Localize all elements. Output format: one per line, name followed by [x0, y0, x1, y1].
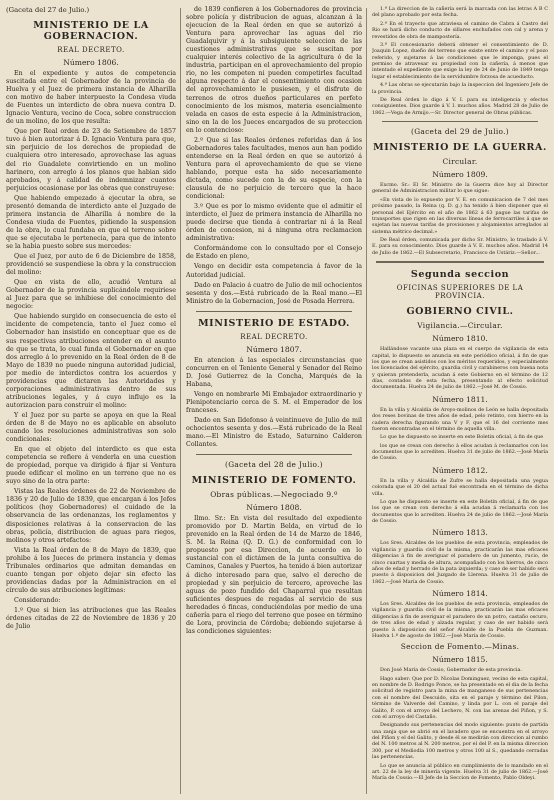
paragraph: Vistas las Reales órdenes de 22 de Noviembre de 1836 y 20 de Julio de 1839, que encargan á los Jefes políticos (hoy Gobernadores) el cuidado de la observancia de las ordenanzas, los reglamentos y disposiciones relativas á la conservacion de las obras, policía, distribucion de aguas para riegos, molinos y otros artefactos: [6, 488, 176, 544]
paragraph: los que se crean con derecho á ellos acudan á reclamarlos con los documentos que lo acrediten. Huelva 31 de julio de 1862.—José María de Cossio. [372, 442, 548, 462]
subheading: Vigilancia.—Circular. [417, 321, 503, 331]
column-rule [366, 8, 367, 794]
paragraph: De Real órden, comunicada por dicho Sr. Ministro, lo traslado á V. E. para su conocimiento. Dios guarde á V. E. muchos años. Madrid 14 de Julio de 1862.—El Subsecretario, Francisco de Ustáriz.—Señor... [372, 237, 548, 256]
paragraph: de 1839 confieren á los Gobernadores de provincia sobre policía y distribucion de aguas, alcanzan á la ejecucion de la Real órden en que se autorizó á Ventura para aprovechar las aguas del rio Guadalquivir y á la subsiguiente seleccion de las cuestiones administrativas que se suscitan por cualquier interés colectivo de la agricultura ó de la industria, participan en el aprovechamiento del propio rio, no les competen ni pueden competirles facultad alguna respecto á dar el consentimiento con ocasion del aprovechamiento le pusiesen, y el disfrute de terrenos de otros dueños particulares en perfeto conocimiento de los mismos, materia esencialmente velada en casos de esta especie á la Administracion, sino en la de los Jueces encargados de su proteccion en lo contencioso: [186, 6, 362, 134]
column-2 [186, 6, 362, 796]
section-subheading: OFICINAS SUPERIORES DE LA PROVINCIA. [396, 284, 524, 301]
decree-number: Número 1807. [246, 344, 302, 354]
divider [196, 311, 352, 312]
section-heading: Seccion de Fomento.—Minas. [400, 642, 520, 652]
paragraph: En la villa y Alcaldía de Zufre se halla depositada una yegua colorada que el 20 del actual fué encontrada en el término de dicha villa. [372, 477, 548, 497]
government-heading: GOBIERNO CIVIL. [406, 306, 514, 318]
ministry-heading: MINISTERIO DE LA GUERRA. [373, 142, 547, 153]
text-block [186, 357, 362, 450]
ministry-heading: MINISTERIO DE ESTADO. [198, 317, 350, 329]
decree-number: Número 1809. [432, 170, 488, 179]
paragraph: Excmo. Sr.: El Sr. Ministro de la Guerra dice hoy al Director general de Administracion militar lo que sigue: [372, 182, 548, 195]
decree-number: Número 1811. [432, 394, 488, 404]
paragraph: Vengo en decidir esta competencia á favor de la Autoridad judicial. [186, 263, 362, 279]
decree-heading: REAL DECRETO. [57, 46, 125, 54]
paragraph: 3.º Que es por lo mismo evidente que el admitir el interdicto, el Juez de primera instancia de Alharilla no puede decirse que tienda á contrariar ni á la Real órden de concesion, ni á ninguna otra reclamacion administrativa: [186, 203, 362, 243]
paragraph: «En vista de lo expuesto por V. E. en comunicacion de 7 del mes próximo pasado, la Reina (q. D. g.) ha tenido á bien disponer que el personal del Ejército en el año de 1862 á 63 pague las tarifas de transportes que rigen en las diversas líneas de ferrocarriles á que se sujetan las nuevas tarifas de provisiones y alojamientos arreglados al sistema métrico decimal.» [372, 196, 548, 235]
decree-number: Número 1814. [432, 589, 488, 598]
column-rule [180, 8, 181, 794]
ministry-heading: MINISTERIO DE LA GOBERNACION. [33, 20, 149, 42]
paragraph: En que el objeto del interdicto es que esta competencia se refiere á venderla en una cuestion de propiedad, porque va dirigido á fijar si Ventura puede edificar el molino en un terreno que no es suyo sino de la otra parte: [6, 446, 176, 486]
paragraph: Que habiendo empezado á ejecutar la obra, se presentó demanda de interdicto ante el Juzgado de primera instancia de Alharilla á nombre de la Condesa viuda de Fuentes, pidiendo la suspension de la obra, lo cual fundaba en que el terreno sobre que se ejecutaba le pertenecia, para que de intento se la habia puesto sobre sus mercedes: [6, 194, 176, 250]
paragraph: 4.ª Las obras se ejecutarán bajo la inspeccion del Ingeniero Jefe de la provincia. [372, 82, 548, 95]
paragraph: En la villa y Alcaldía de Aroyo-molinos de León se halla depositada dos reses bovinas de tres años de edad, pelo retinto, con hierro en la cadera derecha figurando una V y F, que el 16 del corriente mes fueron encontradas en el término de aquella villa. [372, 406, 548, 432]
paragraph: Que habiendo surgido en consecuencia de esto el incidente de competencia, tanto el Juez como el Gobernador han insistido en conceptuar que es de sus respectivas atribuciones entender en el asunto de que se trata, lo cual funda el Gobernador en que dos arreglo á lo prevenido en la Real órden de 8 de Mayo de 1839 no puede ninguna autoridad judicial, por medio de interdictos contra los acuerdos y providencias que dictaren las Autoridades y corporaciones administrativas dentro de sus atribuciones legales, y á cuyo influjo es la autorizacion para construir el molino: [6, 313, 176, 409]
decree-number: Número 1810. [432, 334, 488, 344]
paragraph: Los Sres. Alcaldes de los pueblos de esta provincia, empleados de vigilancia y guardia civil de la misma, practicarán las mas eficaces diligencias á fin de averiguar el paradero de un jumento, rucio, de cinco cuartas y media de altura, acompañado con los hierros, de cinco años de edad y herrado de la pata izquierda; y caso de ser habido será puesto á disposicion del Juzgado de Llerena. Huelva 31 de julio de 1862.—José María de Cossio. [372, 540, 548, 585]
divider [196, 454, 352, 455]
paragraph: Hago saber: Que por D. Nicolas Dominguez, vecino de esta capital, en nombre de D. Rodrigo Ponce, se ha presentado en el dia de la fecha solicitud de registro para la mina de manganeso de sus pertenencias con el nombre del Descuido, sita en el paraje y término del Pilon, término de Valverde del Camino, y linda por L. con el paraje del Galito, P. con el arroyo del Lechero, N. con las arenas del Piñon, y S. con el arroyo del Castaño. [372, 675, 548, 720]
subheading: Circular. [442, 157, 478, 166]
paragraph: Designando sus pertenencias del modo siguiente: punto de partida una zanja que se abrió en el lavadero que se encuentra en el arroyo del Piñon y el del Galito, y desde él se medirán con direccion al rumbo del N. 100 metros al N. 200 metros, por el del P. en la misma direccion 300, por el Mediodía 100 metros y otros 100 al S., quedando cerradas las pertenencias. [372, 722, 548, 761]
decree-number: Número 1812. [432, 465, 488, 475]
text-block [6, 70, 176, 631]
section-heading: Segunda seccion [410, 269, 510, 281]
paragraph: Lo que he dispuesto se inserte en este Boletín oficial, á fin de que los que se crean con derecho á ella acudan á reclamarla con los documentos que lo acrediten. Huelva 24 de julio de 1862.—José María de Cossio. [372, 498, 548, 524]
paragraph: Lo que he dispuesto se inserte en este Boletin oficial, á fin de que [380, 434, 544, 441]
paragraph: En atencion á las especiales circunstancias que concurren en el Teniente General y Senador del Reino D. José Gutierrez de la Concha, Marqués de la Habana, [186, 356, 362, 388]
paragraph: 2.ª En el trayecto que atraviesa el camino de Cabra á Castro del Rio se hará dicho conducto de sillares enchufados con cal y arena y revestidos de obra de mampostería. [372, 20, 548, 40]
paragraph: Considerando: [14, 596, 61, 604]
paragraph: Lo que se anuncia al público en cumplimiento de lo mandado en el art. 22 de la ley de minería vigente. Huelva 31 de julio de 1862.—José María de Cossio.—El Jefe de la Seccion de Fomento, Pablo Oldeyi. [372, 762, 548, 782]
paragraph: Hallándose vacante una plaza en el cuerpo de vigilancia de esta capital, lo dispuesto se anuncia en este periódico oficial, á fin de que los que se crean asistidos con los méritos requeridos, y especialmente los licenciados del ejército, guardia civil y carabineros con buena nota y quieran pretenderla, acudan á este Gobierno en el término de 12 días, contados de esta fecha, presentando al efecto solicitud documentada. Huelva 24 de julio de 1862.—José M. de Cossio. [372, 346, 548, 391]
text-block [186, 6, 362, 306]
subheading: Obras públicas.—Negociado 9.º [210, 490, 338, 500]
paragraph: 3.ª El concesionario deberá obtener el consentimiento de D. Joaquin Lopez, dueño del terreno que existe entre el camino y el pozo referido, y sujetarse á las condiciones que le imponga, pues el permiso de atravesar su propiedad con la cañería, á menos que intentado el expediente que exige la ley de 24 de Junio de 1849 tenga lugar el establecimiento de la servidumbre forzosa de acueducto. [372, 41, 548, 80]
paragraph: Que en vista de ello, acudió Ventura al Gobernador de la provincia suplicándole requiriese al Juez para que se inhibiese del conocimiento del negocio: [6, 279, 176, 311]
paragraph: Ilmo. Sr.: En vista del resultado del expediente promovido por D. Martin Belda, en virtud de lo prevenido en la Real órden de 14 de Marzo de 1846, S. M. la Reina (Q. D. G.) de conformidad con lo propuesto por esa Direccion, de acuerdo en lo sustancial con el dictámen de la junta consultiva de Caminos, Canales y Puertos, ha tenido á bien autorizar á dicho interesado para que, salvo el derecho de propiedad y sin perjuicio de tercero, aproveche las aguas de pozo fundido del Chaparral que resultan suficientes despues de regadas al servicio de sus heredades ó fincas, conduciéndolas por medio de una cañería para el riego del terreno que posee en término de Lora, provincia de Córdoba; debiendo sujetarse á las condiciones siguientes: [186, 515, 362, 635]
column-1 [6, 6, 176, 796]
decree-number: Número 1808. [246, 503, 302, 513]
decree-number: Número 1815. [432, 655, 488, 665]
paragraph: Conformándome con lo consultado por el Consejo de Estado en pleno, [186, 245, 362, 261]
dateline: (Gaceta del 28 de Julio.) [225, 460, 323, 470]
column-3 [372, 6, 548, 796]
paragraph: Don José María de Cossio, Gobernador de esta provincia. [380, 667, 522, 674]
paragraph: Dado en Palacio á cuatro de Julio de mil ochocientos sesenta y dos.—Está rubricado de la Real mano.—El Ministro de la Gobernacion, José de Posada Herrera. [186, 281, 362, 305]
divider [376, 261, 544, 263]
paragraph: 2.º Que si las Reales órdenes referidas dan á los Gobernadores tales facultades, menos aun han podido entenderse en la Real órden en que se autorizó á Ventura para el aprovechamiento de que se viene hablando, porque esta ha sido necesariamente dictada, como sucede con la de su especie, con la clausula de no perjuicio de tercero que la hace condicional: [186, 136, 362, 201]
dateline: (Gaceta del 27 de Julio.) [6, 6, 90, 14]
ministry-heading: MINISTERIO DE FOMENTO. [191, 475, 357, 487]
paragraph: 1.ª La direccion de la cañería será la marcada con las letras A B C del plano aprobado por esta fecha. [372, 6, 548, 19]
paragraph: En el expediente y autos de competencia suscitada entre el Gobernador de la provincia de Huelva y el Juez de primera instancia de Alharilla con motivo de haber interpuesto la Condesa viuda de Fuentes un interdicto de obra nueva contra D. Ignacio Ventura, vecino de Coca, sobre construccion de un molino, de los que resulta: [6, 70, 176, 126]
paragraph: Y el Juez por su parte se apoya en que la Real órden de 8 de Mayo no es aplicable en absoluto cuando los resoluciones administrativas son solo condicionales: [6, 411, 176, 444]
divider [382, 121, 538, 122]
paragraph: Vengo en nombrarle Mi Embajador extraordinario y Plenipotenciario cerca de S. M. el Emperador de los franceses. [186, 390, 362, 414]
decree-heading: REAL DECRETO. [240, 332, 308, 341]
paragraph: Los Sres. Alcaldes de los pueblos de esta provincia, empleados de vigilancia y guardia civil de la misma, practicarán las mas eficaces diligencias á fin de averiguar el paradero de un potro, castaño oscuro, de tres años de edad y alzada regular, y caso de ser habido será puesto á disposicion del señor Alcalde de la Puebla de Guzman. Huelva 1.º de agosto de 1862.—José María de Cossio. [372, 601, 548, 639]
dateline: (Gaceta del 29 de Julio.) [411, 127, 509, 136]
text-block [186, 515, 362, 636]
paragraph: De Real órden lo digo á V. I. para su inteligencia y efectos consiguientes. Dios guarde á V. I. muchos años. Madrid 28 de Julio de 1862.—Vega de Armijo.—Sr. Director general de Obras públicas. [372, 96, 548, 116]
decree-number: Número 1813. [432, 528, 488, 538]
paragraph: Vista la Real órden de 8 de Mayo de 1839, que prohibe á los Jueces de primera instancia y demas Tribunales ordinarios que admitan demandas en cuanto tengan por objeto dejar sin efecto las providencias dadas por la Administracion en el círculo de sus atribuciones legítimas: [6, 546, 176, 594]
paragraph: Que por Real orden de 23 de Setiembre de 1857 tuvo á bien autorizar á D. Ignacio Ventura para que, sin perjuicio de los derechos de propiedad de cualquiera otro interesado, aprovechase las aguas del rio Guadalete convirtiendo en un molino harinero, con arreglo á los planos que habian sido aprobados, y á calidad de indemnizar cuantos perjuicios ocasionase por las obras que construyese: [6, 128, 176, 192]
decree-number: Número 1806. [63, 58, 119, 67]
paragraph: Dado en San Ildefonso á veintinueve de Julio de mil ochocientos sesenta y dos.—Está rubricado de la Real mano.—El Ministro de Estado, Saturnino Calderon Collantes. [186, 417, 362, 449]
paragraph: Que el Juez, por auto de 6 de Diciembre de 1858, providenció se suspendiese la obra y la construccion del molino: [6, 253, 176, 277]
paragraph: 1.º Que si bien las atribuciones que las Reales órdenes citadas de 22 de Noviembre de 1836 y 20 de Julio [6, 607, 176, 631]
